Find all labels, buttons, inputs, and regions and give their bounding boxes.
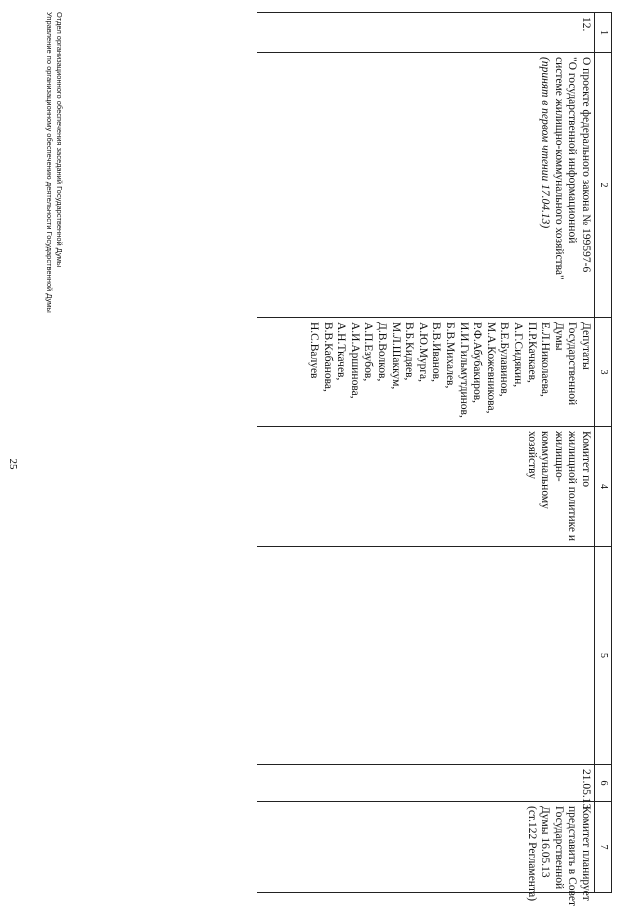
notes-cell — [257, 802, 595, 906]
footer-department: Отдел организационного обеспечения заседаний Государственной Думы — [55, 12, 64, 268]
committee-cell — [257, 427, 595, 547]
author-line: В.В.Иванов, — [430, 322, 443, 382]
footer-directorate: Управление по организационному обеспечению деятельности Государственной Думы — [45, 12, 54, 313]
author-line: Р.Ф.Абубакиров, — [471, 322, 484, 404]
author-line: Депутаты — [580, 322, 592, 370]
author-line: М.Л.Шаккум, — [389, 322, 402, 390]
column-header-1: 1 — [595, 13, 612, 53]
author-line: М.А.Кожевникова, — [484, 322, 497, 414]
row-number: 12. — [580, 17, 592, 32]
committee-line: коммунальному — [539, 431, 552, 509]
author-line: И.И.Гильмутдинов, — [457, 322, 470, 418]
bill-reading-note: (принят в первом чтении 17.04.13) — [539, 57, 552, 229]
author-line: Думы — [552, 322, 565, 351]
notes-line: Думы 16.05.13 — [539, 806, 552, 878]
date-cell — [257, 765, 595, 810]
author-line: Е.Л.Николаева, — [539, 322, 552, 397]
table-row — [257, 13, 595, 893]
column-header-3: 3 — [595, 318, 612, 427]
column-header-2: 2 — [595, 53, 612, 318]
committee-line: Комитет по — [580, 431, 592, 487]
bill-title-cell — [257, 53, 595, 318]
column-header-7: 7 — [595, 802, 612, 893]
committee-line: жилищной политике и — [566, 431, 579, 542]
committee-line: жилищно- — [552, 431, 565, 482]
notes-line: Государственной — [552, 806, 565, 890]
author-line: А.Г.Сидякин, — [512, 322, 525, 388]
bill-title-line: системе жилищно-коммунального хозяйства" — [552, 57, 565, 280]
column-header-5: 5 — [595, 547, 612, 765]
column-5-cell — [257, 547, 595, 765]
author-line: А.Ю.Мурга, — [416, 322, 429, 383]
author-line: Б.В.Михалев, — [444, 322, 457, 389]
author-line: П.Р.Качкаев, — [525, 322, 538, 383]
notes-line: представить в Совет — [566, 806, 579, 906]
author-line: А.И.Аршинова, — [348, 322, 361, 399]
column-header-4: 4 — [595, 427, 612, 547]
author-line: Государственной — [566, 322, 579, 406]
authors-cell — [257, 318, 595, 427]
document-sheet — [32, 12, 612, 906]
author-line: В.Б.Кидяев, — [403, 322, 416, 381]
notes-line: Комитет планирует — [580, 806, 592, 901]
committee-line: хозяйству — [525, 431, 538, 479]
footer — [44, 12, 64, 892]
author-line: В.В.Кабанова, — [321, 322, 334, 392]
author-line: В.Е.Булавинов, — [498, 322, 511, 397]
bill-title-line: О проекте федерального закона № 199597-6 — [580, 57, 592, 273]
header-row — [595, 13, 612, 893]
author-line: А.Н.Ткачев, — [335, 322, 348, 381]
bills-table — [257, 12, 612, 906]
notes-line: (ст.122 Регламента) — [525, 806, 538, 902]
bill-title-line: "О государственной информационной — [566, 57, 579, 244]
date-value: 21.05.13 — [580, 769, 592, 810]
column-header-6: 6 — [595, 765, 612, 802]
author-line: Н.С.Валуев — [308, 322, 321, 379]
author-line: Д.В.Волков, — [376, 322, 389, 382]
row-number-cell — [257, 13, 595, 53]
page-number: 25 — [7, 458, 19, 470]
author-line: А.П.Езубов, — [362, 322, 375, 382]
